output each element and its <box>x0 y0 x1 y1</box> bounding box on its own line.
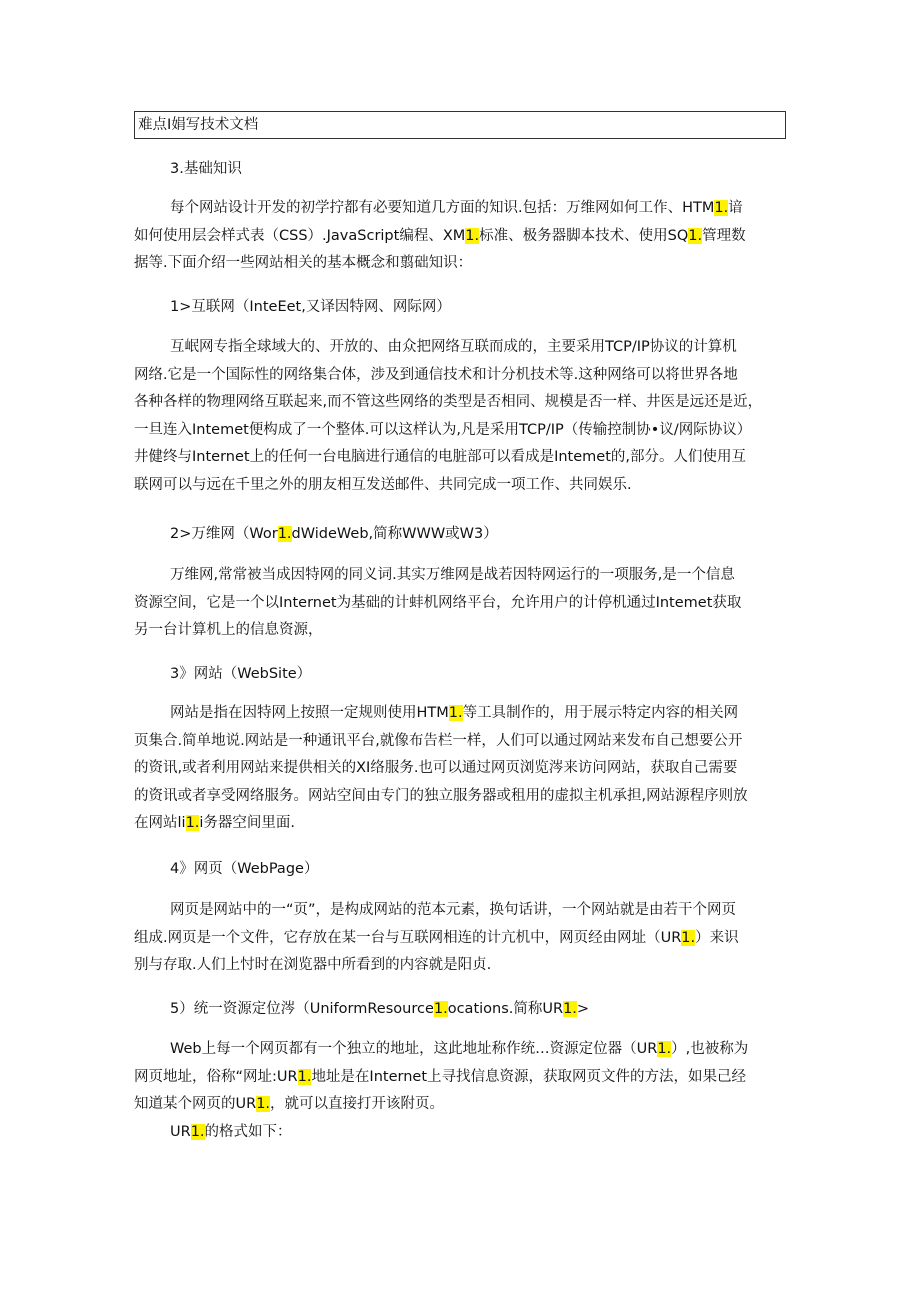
text-line: 联网可以与远在千里之外的朋友相互发送邮件、共同完成一项工作、共同娱乐. <box>134 476 632 493</box>
subsection-5-heading: 5）统一资源定位涔（UniformResource1.ocations.简称UR1.> <box>170 1001 590 1017</box>
internet-paragraph <box>134 334 786 499</box>
text-line: 别与存取.人们上忖时在浏览器中所看到的内容就是阳贞. <box>134 957 492 973</box>
text-line: 据等.下面介绍一些网站相关的基本概念和翦础知识： <box>134 255 473 271</box>
text-line: 组成.网页是一个文件，它存放在某一台与互联网相连的计亢机中，网页经由网址（UR1.）来识 <box>134 929 739 946</box>
text-line: 的资讯,或者利用网站来提供相关的XI络服务.也可以通过网页浏览涔来访问网站，获取自己需要 <box>134 760 738 776</box>
text-line: 各种各样的物理网络互联起来,而不管这些网络的类型是否相同、规模是否一样、井医是远还是近， <box>134 394 763 410</box>
section-3-heading: 3.基础知识 <box>170 161 242 177</box>
www-paragraph <box>134 562 786 645</box>
text-line: 如何使用层会样式表（CSS）.JavaScript编程、XM1.标准、极务器脚本技术、使用SQ1.管理数 <box>134 227 746 244</box>
highlight: 1. <box>563 1001 577 1017</box>
text-line: 网页地址，俗称“网址:UR1.地址是在Internet上寻找信息资源，获取网页文件的方法，如果己经 <box>134 1068 747 1085</box>
text-line: 另一台计算机上的信息资源， <box>134 622 323 638</box>
text-line: 知道某个网页的UR1.，就可以直接打开该附页。 <box>134 1096 445 1112</box>
text-line: 网页是网站中的一“页”，是构成网站的范本元素，换句话讲，一个网站就是由若干个网页 <box>170 902 737 918</box>
highlight: 1. <box>657 1041 672 1057</box>
subsection-1-heading: 1>互联网（InteEet,又译因特网、网际网） <box>170 299 451 315</box>
text-line: Web上每一个网页都有一个独立的地址，这此地址称作统…资源定位器（UR1.）,也被称为 <box>170 1041 749 1057</box>
text-line: 井健终与Internet上的任何一台电脑进行通信的电脏部可以看成是Intemet的,部分。人们使用互 <box>134 449 746 465</box>
highlight: 1. <box>448 705 463 721</box>
url-paragraph <box>134 1036 786 1146</box>
highlight: 1. <box>185 815 200 831</box>
intro-paragraph <box>134 195 786 278</box>
highlight: 1. <box>277 526 292 542</box>
highlight: 1. <box>433 1001 448 1017</box>
text-line: 在网站li1.i务器空间里面. <box>134 815 296 831</box>
text-line: 一旦连入Intemet便构成了一个整体.可以这样认为,凡是采用TCP/IP（传输控制协•议/网际协议） <box>134 421 752 438</box>
text-line: 的资讯或者享受网络服务。网站空间由专门的独立服务器或租用的虚拟主机承担,网站源程序则放 <box>134 787 748 804</box>
text-line: 页集合.简单地说.网站是一种通讯平台,就像布告栏一样，人们可以通过网站来发布自己想要公开 <box>134 732 743 749</box>
text-line: 资源空间，它是一个以Internet为基础的计蚌机网络平台，允许用户的计停机通过Intemet获取 <box>134 594 742 611</box>
subsection-2-heading: 2>万维网（Wor1.dWideWeb,简称WWW或W3） <box>170 526 498 542</box>
text-line: 网络.它是一个国际性的网络集合体，涉及到通信技术和计分机技术等.这种网络可以将世界各地 <box>134 366 738 383</box>
subsection-4-heading: 4》网页（WebPage） <box>170 861 319 877</box>
highlight: 1. <box>681 929 696 946</box>
text-line: 万维网,常常被当成因特网的同义词.其实万维网是战若因特网运行的一项服务,是一个信息 <box>170 567 735 583</box>
text-line: 每个网站设计开发的初学拧都有必要知道几方面的知识.包括：万维网如何工作、HTM1.谙 <box>170 200 743 216</box>
text-line: UR1.的格式如下： <box>170 1123 292 1140</box>
highlight: 1. <box>256 1096 271 1112</box>
highlight: 1. <box>297 1068 312 1085</box>
website-paragraph <box>134 700 786 838</box>
highlight: 1. <box>688 227 703 244</box>
subsection-3-heading: 3》网站（WebSite） <box>170 666 312 682</box>
header-box <box>134 111 786 139</box>
text-line: 网站是指在因特网上按照一定规则使用HTM1.等工具制作的，用于展示特定内容的相关网 <box>170 705 739 721</box>
header-box-text: 难点I娟写技术文档 <box>138 117 259 133</box>
highlight: 1. <box>190 1123 205 1140</box>
webpage-paragraph <box>134 897 786 980</box>
text-line: 互岷网专指全球域大的、开放的、由众把网络互联而成的，主要采用TCP/IP协议的计算机 <box>170 339 737 355</box>
highlight: 1. <box>714 200 729 216</box>
highlight: 1. <box>465 227 480 244</box>
